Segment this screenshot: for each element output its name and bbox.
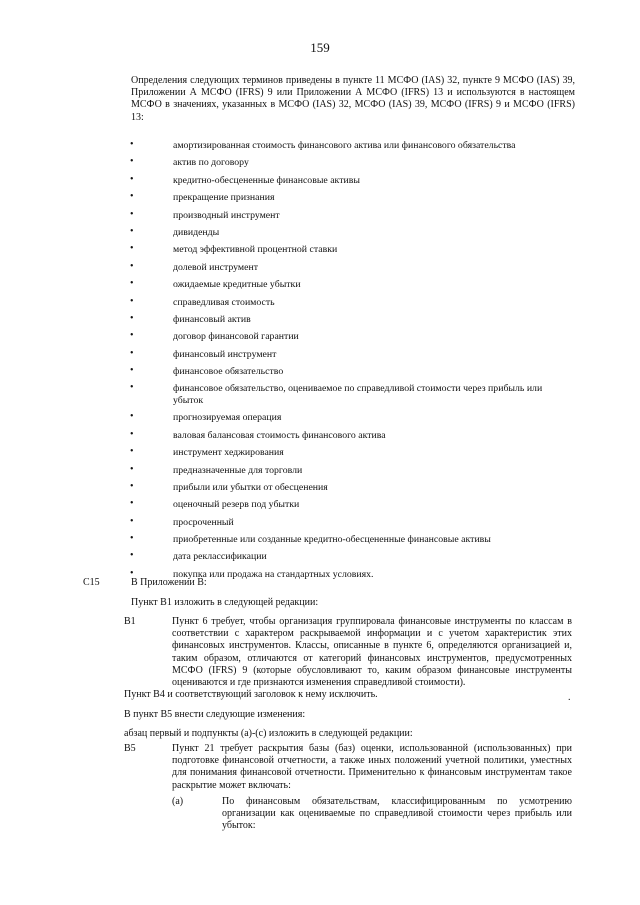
term-text: прекращение признания bbox=[173, 192, 275, 204]
term-text: справедливая стоимость bbox=[173, 296, 275, 308]
term-item bbox=[0, 482, 573, 494]
term-text: ожидаемые кредитные убытки bbox=[173, 279, 301, 291]
bullet-icon: • bbox=[130, 260, 134, 272]
term-text: инструмент хеджирования bbox=[173, 447, 284, 459]
subitem-a-label: (a) bbox=[172, 796, 184, 807]
bullet-icon: • bbox=[130, 191, 134, 203]
term-text: кредитно-обесцененные финансовые активы bbox=[173, 174, 360, 186]
term-text: оценочный резерв под убытки bbox=[173, 499, 300, 511]
term-item bbox=[0, 551, 573, 563]
term-text: финансовый актив bbox=[173, 313, 251, 325]
term-item bbox=[0, 297, 573, 309]
bullet-icon: • bbox=[130, 382, 134, 394]
bullet-icon: • bbox=[130, 243, 134, 255]
term-item bbox=[0, 366, 573, 378]
subitem-a-text: По финансовым обязательствам, классифицированным по усмотрению организации как оцениваемые по справедливой стоимости через прибыль или убыток: bbox=[222, 796, 572, 832]
term-text: покупка или продажа на стандартных условиях. bbox=[173, 568, 374, 580]
term-text: прибыли или убытки от обесценения bbox=[173, 481, 328, 493]
term-item bbox=[0, 383, 573, 406]
term-item bbox=[0, 331, 573, 343]
bullet-icon: • bbox=[130, 225, 134, 237]
term-text: прогнозируемая операция bbox=[173, 412, 282, 424]
term-text: метод эффективной процентной ставки bbox=[173, 244, 338, 256]
bullet-icon: • bbox=[130, 173, 134, 185]
b5-text: Пункт 21 требует раскрытия базы (баз) оценки, использованной (использованных) при подготовке финансовой отчетности, а также иных положений учетной политики, уместных для понимания финансовой отчетности. Применительно к финансовым инструментам такое раскрытие может включать: bbox=[172, 743, 572, 791]
term-text: приобретенные или созданные кредитно-обесцененные финансовые активы bbox=[173, 534, 491, 546]
b5-instruction: В пункт B5 внести следующие изменения: bbox=[124, 709, 306, 720]
term-item bbox=[0, 140, 573, 152]
term-text: финансовое обязательство, оцениваемое по справедливой стоимости через прибыль или убыток bbox=[173, 383, 543, 406]
term-text: просроченный bbox=[173, 516, 234, 528]
term-item bbox=[0, 244, 573, 256]
term-text: дивиденды bbox=[173, 226, 220, 238]
bullet-icon: • bbox=[130, 411, 134, 423]
b5-number: B5 bbox=[124, 743, 136, 754]
bullet-icon: • bbox=[130, 278, 134, 290]
stray-mark: . bbox=[568, 692, 571, 703]
b1-text: Пункт 6 требует, чтобы организация группировала финансовые инструменты по классам в соответствии с характером раскрываемой информации и с учетом характеристик этих финансовых инструментов. Классы, описанные в пункте 6, определяются организацией и, таким образом, отличаются от категорий финансовых инструментов, предусмотренных МСФО (IFRS) 9 (которые обусловливают то, каким образом финансовые инструменты оцениваются и где признаются изменения справедливой стоимости). bbox=[172, 616, 572, 689]
term-item bbox=[0, 192, 573, 204]
term-text: долевой инструмент bbox=[173, 261, 258, 273]
section-title: В Приложении B: bbox=[131, 577, 207, 588]
term-item bbox=[0, 517, 573, 529]
section-number: C15 bbox=[83, 577, 100, 588]
term-item bbox=[0, 262, 573, 274]
term-item bbox=[0, 412, 573, 424]
bullet-icon: • bbox=[130, 347, 134, 359]
b4-instruction: Пункт B4 и соответствующий заголовок к нему исключить. bbox=[124, 689, 378, 700]
term-item bbox=[0, 279, 573, 291]
term-item bbox=[0, 534, 573, 546]
bullet-icon: • bbox=[130, 312, 134, 324]
term-text: валовая балансовая стоимость финансового актива bbox=[173, 429, 386, 441]
term-item bbox=[0, 430, 573, 442]
bullet-icon: • bbox=[130, 139, 134, 150]
term-item bbox=[0, 447, 573, 459]
bullet-icon: • bbox=[130, 208, 134, 220]
bullet-icon: • bbox=[130, 365, 134, 377]
page-number: 159 bbox=[310, 40, 330, 55]
term-text: актив по договору bbox=[173, 157, 249, 169]
term-text: дата реклассификации bbox=[173, 551, 267, 563]
bullet-icon: • bbox=[130, 330, 134, 342]
term-item bbox=[0, 349, 573, 361]
term-item bbox=[0, 499, 573, 511]
term-text: производный инструмент bbox=[173, 209, 280, 221]
term-item bbox=[0, 314, 573, 326]
b5-sub-instruction: абзац первый и подпункты (a)-(c) изложить в следующей редакции: bbox=[124, 728, 413, 739]
bullet-icon: • bbox=[130, 567, 134, 579]
bullet-icon: • bbox=[130, 446, 134, 458]
term-text: предназначенные для торговли bbox=[173, 464, 303, 476]
terms-list bbox=[0, 140, 640, 586]
bullet-icon: • bbox=[130, 533, 134, 545]
term-text: финансовый инструмент bbox=[173, 348, 277, 360]
b1-instruction: Пункт B1 изложить в следующей редакции: bbox=[131, 597, 319, 608]
bullet-icon: • bbox=[130, 295, 134, 307]
term-text: финансовое обязательство bbox=[173, 366, 284, 378]
term-text: договор финансовой гарантии bbox=[173, 331, 299, 343]
bullet-icon: • bbox=[130, 428, 134, 440]
bullet-icon: • bbox=[130, 480, 134, 492]
bullet-icon: • bbox=[130, 498, 134, 510]
term-item bbox=[0, 210, 573, 222]
term-item bbox=[0, 465, 573, 477]
term-text: амортизированная стоимость финансового актива или финансового обязательства bbox=[173, 140, 516, 151]
bullet-icon: • bbox=[130, 463, 134, 475]
b1-number: B1 bbox=[124, 616, 136, 627]
term-item bbox=[0, 157, 573, 169]
bullet-icon: • bbox=[130, 550, 134, 562]
bullet-icon: • bbox=[130, 515, 134, 527]
term-item bbox=[0, 175, 573, 187]
term-item bbox=[0, 227, 573, 239]
bullet-icon: • bbox=[130, 156, 134, 168]
intro-paragraph: Определения следующих терминов приведены в пункте 11 МСФО (IAS) 32, пункте 9 МСФО (IAS) 39, Приложении А МСФО (IFRS) 9 или Приложении А МСФО (IFRS) 13 и используются в настоящем МСФО в значениях, указанных в МСФО (IAS) 32, МСФО (IAS) 39, МСФО (IFRS) 9 и МСФО (IFRS) 13: bbox=[131, 75, 575, 123]
